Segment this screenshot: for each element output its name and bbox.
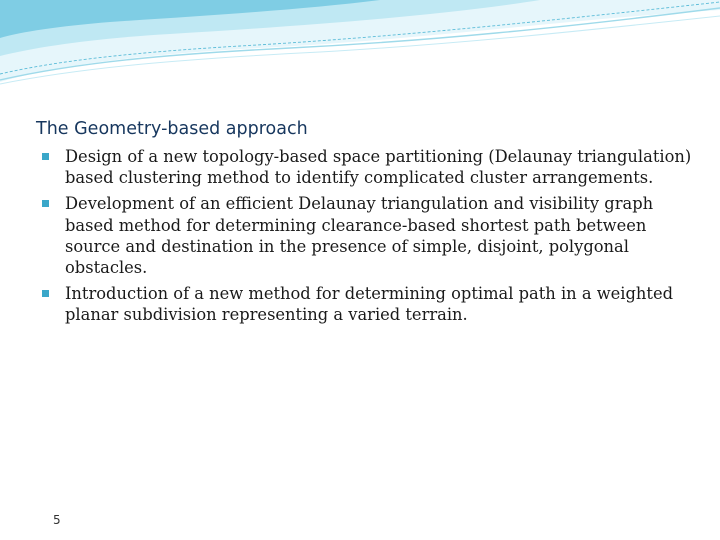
bullet-text: Introduction of a new method for determining optimal path in a weighted planar subdivision representing a varied terrain. bbox=[65, 284, 674, 325]
header-wave-decoration bbox=[0, 0, 720, 90]
bullet-item bbox=[42, 283, 692, 325]
page-number: 5 bbox=[53, 513, 61, 527]
bullet-text: Design of a new topology-based space partitioning (Delaunay triangulation) based clustering method to identify complicated cluster arrangements. bbox=[65, 147, 692, 188]
bullet-item bbox=[42, 193, 692, 278]
square-bullet-icon bbox=[42, 200, 49, 207]
bullet-item bbox=[42, 146, 692, 188]
square-bullet-icon bbox=[42, 153, 49, 160]
slide-title: The Geometry-based approach bbox=[36, 119, 308, 139]
bullet-text: Development of an efficient Delaunay triangulation and visibility graph based method for determining clearance-based shortest path between source and destination in the presence of simple, disjoint, polygonal obstacles. bbox=[65, 194, 654, 278]
bullet-list bbox=[42, 146, 692, 331]
square-bullet-icon bbox=[42, 290, 49, 297]
